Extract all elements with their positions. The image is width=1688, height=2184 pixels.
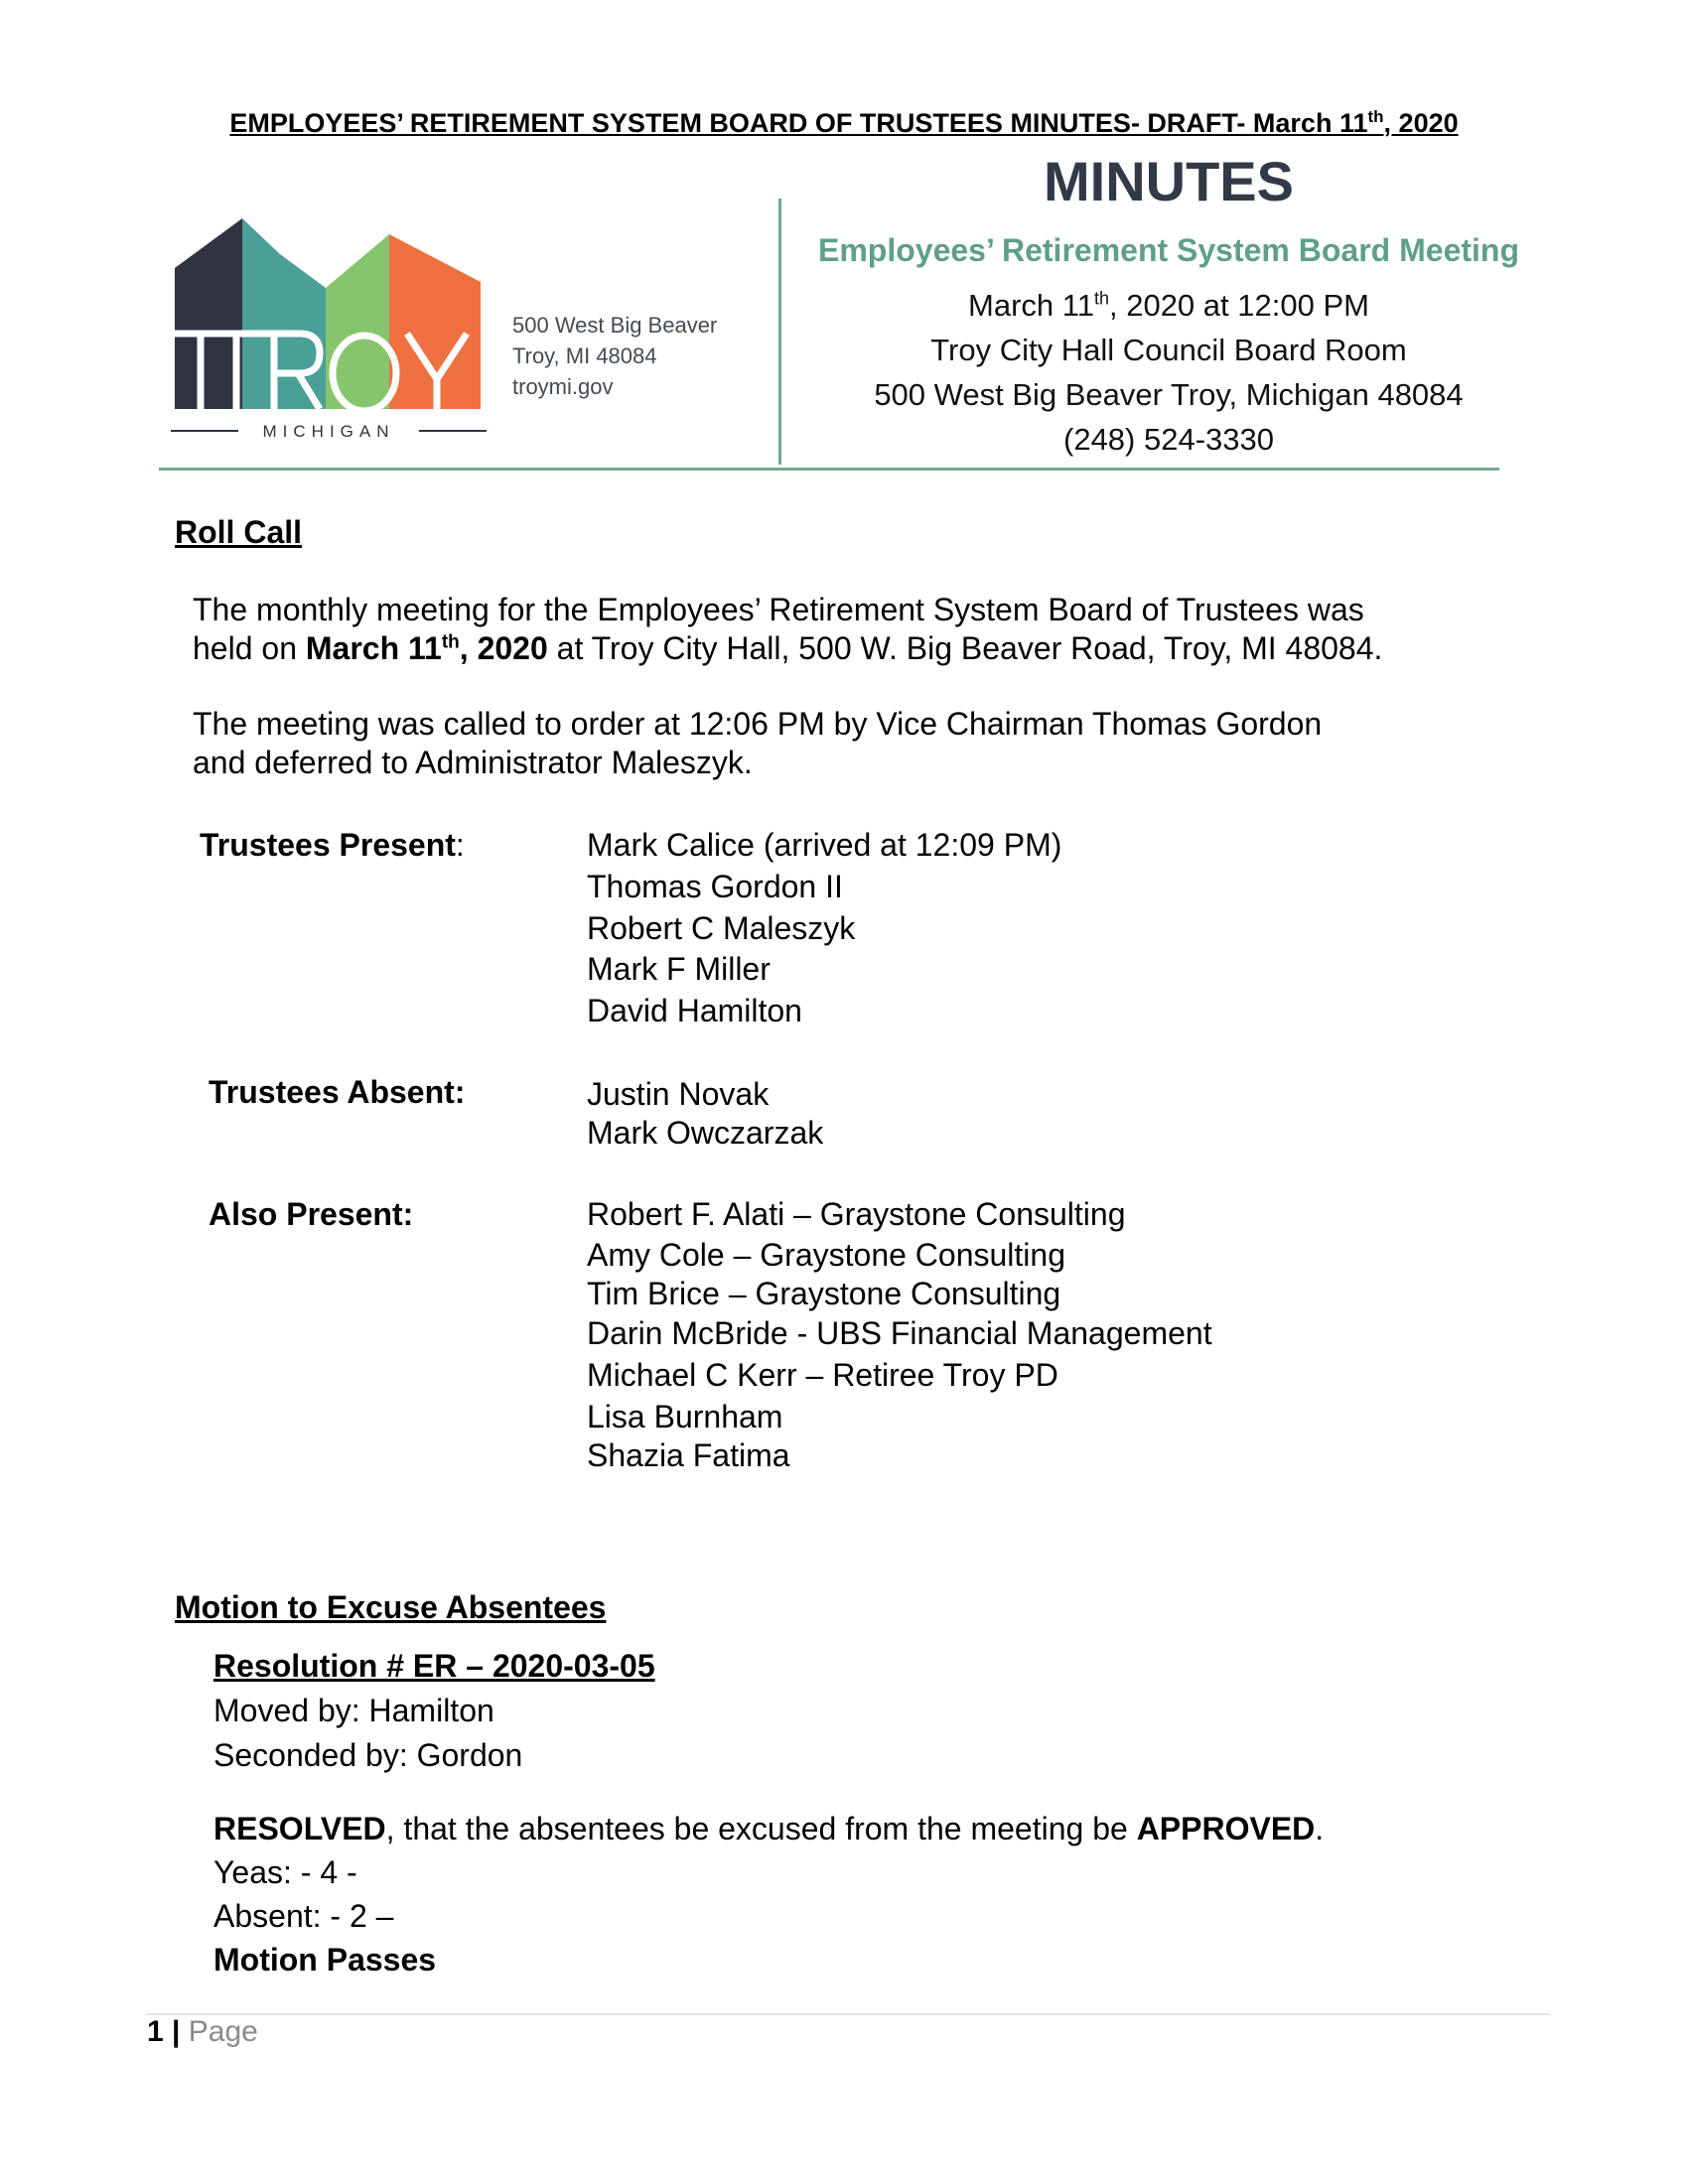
resolved-text: RESOLVED, that the absentees be excused from the meeting be APPROVED. (213, 1811, 1325, 1846)
also-present-label: Also Present: (209, 1196, 414, 1232)
trustees-present-label: Trustees Present: (200, 827, 465, 863)
minutes-heading: MINUTES (1044, 150, 1294, 212)
meeting-address: 500 West Big Beaver Troy, Michigan 48084 (874, 377, 1464, 412)
document-title: EMPLOYEES’ RETIREMENT SYSTEM BOARD OF TRUSTEES MINUTES- DRAFT- March 11th, 2020 (229, 107, 1459, 138)
logo-address-line2: Troy, MI 48084 (512, 343, 657, 368)
vote-absent: Absent: - 2 – (213, 1898, 394, 1934)
page-footer: 1 | Page (147, 2015, 258, 2048)
roll-call-paragraph-2: The meeting was called to order at 12:06 PM by Vice Chairman Thomas Gordon and deferred to Administrator Maleszyk. (193, 706, 1323, 780)
meeting-name: Employees’ Retirement System Board Meeting (818, 232, 1519, 268)
logo-state-text: MICHIGAN (262, 422, 395, 441)
logo-address (512, 310, 717, 402)
troy-logo (171, 214, 487, 443)
motion-result: Motion Passes (213, 1942, 437, 1978)
troy-logo-graphic (171, 214, 487, 443)
meeting-phone: (248) 524-3330 (1063, 422, 1274, 457)
moved-by: Moved by: Hamilton (213, 1693, 494, 1728)
roll-call-paragraph-1: The monthly meeting for the Employees’ Retirement System Board of Trustees was held on March 11th, 2020 at Troy City Hall, 500 W. Big Beaver Road, Troy, MI 48084. (193, 592, 1383, 666)
page-number: 1 (147, 2015, 164, 2048)
logo-website: troymi.gov (512, 374, 614, 399)
vote-yeas: Yeas: - 4 - (213, 1854, 357, 1890)
logo-address-line1: 500 West Big Beaver (512, 313, 718, 338)
motion-heading: Motion to Excuse Absentees (175, 1589, 607, 1625)
roll-call-heading: Roll Call (175, 514, 303, 550)
header-rule (159, 468, 1499, 471)
seconded-by: Seconded by: Gordon (213, 1737, 523, 1773)
page-label: Page (188, 2015, 258, 2048)
resolution-number: Resolution # ER – 2020-03-05 (213, 1648, 655, 1684)
footer-rule (145, 2013, 1551, 2015)
meeting-location: Troy City Hall Council Board Room (930, 333, 1407, 367)
meeting-date: March 11th, 2020 at 12:00 PM (968, 288, 1369, 323)
trustees-absent-label: Trustees Absent: (209, 1074, 466, 1110)
header-divider (778, 199, 781, 465)
